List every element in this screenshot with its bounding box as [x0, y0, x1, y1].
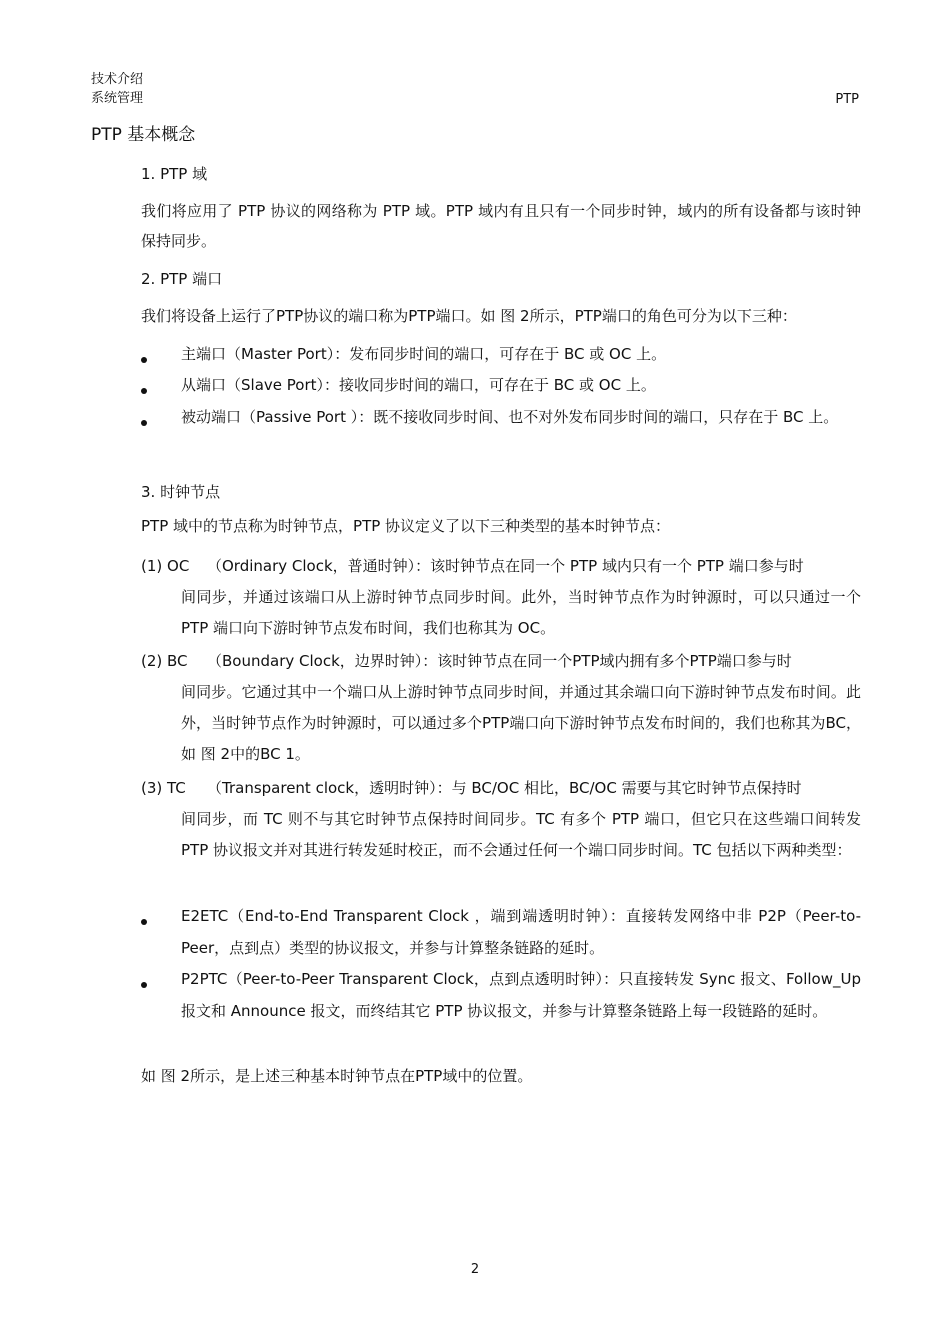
bullet-dot [141, 357, 147, 363]
item-continuation: 间同步。它通过其中一个端口从上游时钟节点同步时间，并通过其余端口向下游时钟节点发布时间。此外，当时钟节点作为时钟源时，可以通过多个PTP端口向下游时钟节点发布时间的，我们也称其为BC，如 图 2中的BC 1。 [181, 683, 861, 763]
section-3-heading: 3. 时钟节点 [141, 483, 221, 501]
list-item-text: E2ETC（End-to-End Transparent Clock ，端到端透明时钟）：直接转发网络中非 P2P（Peer-to-Peer，点到点）类型的协议报文，并参与计算整条链路的延时。 [181, 907, 861, 957]
item-first-line: （Transparent clock，透明时钟）：与 BC/OC 相比，BC/OC 需要与其它时钟节点保持时 [207, 779, 802, 797]
numbered-item-oc [141, 551, 861, 644]
header-category: 技术介绍 [91, 72, 144, 87]
item-first-line: （Ordinary Clock，普通时钟）：该时钟节点在同一个 PTP 域内只有一个 PTP 端口参与时 [207, 557, 804, 575]
header-right: PTP [835, 92, 859, 107]
page-title: PTP 基本概念 [91, 125, 196, 145]
item-label: (1) OC [141, 557, 190, 575]
header-subcategory: 系统管理 [91, 91, 144, 106]
list-item-text: 从端口（Slave Port）：接收同步时间的端口，可存在于 BC 或 OC 上。 [181, 376, 656, 394]
item-first-line: （Boundary Clock，边界时钟）：该时钟节点在同一个PTP域内拥有多个PTP端口参与时 [207, 652, 792, 670]
section-2-heading: 2. PTP 端口 [141, 270, 223, 288]
list-item-text: 主端口（Master Port）：发布同步时间的端口，可存在于 BC 或 OC 上。 [181, 345, 667, 363]
section-3-paragraph: PTP 域中的节点称为时钟节点，PTP 协议定义了以下三种类型的基本时钟节点： [141, 517, 671, 535]
bullet-dot [141, 919, 147, 925]
bullet-dot [141, 982, 147, 988]
item-continuation: 间同步，而 TC 则不与其它时钟节点保持时间同步。TC 有多个 PTP 端口，但它只在这些端口间转发 PTP 协议报文并对其进行转发延时校正，而不会通过任何一个端口同步时间。TC 包括以下两种类型： [181, 810, 861, 859]
page-number: 2 [470, 1262, 480, 1277]
numbered-item-bc [141, 646, 861, 770]
section-1-paragraph: 我们将应用了 PTP 协议的网络称为 PTP 域。PTP 域内有且只有一个同步时钟，域内的所有设备都与该时钟保持同步。 [141, 202, 861, 250]
closing-paragraph: 如 图 2所示，是上述三种基本时钟节点在PTP域中的位置。 [141, 1067, 533, 1085]
item-continuation: 间同步，并通过该端口从上游时钟节点同步时间。此外，当时钟节点作为时钟源时，可以只通过一个 PTP 端口向下游时钟节点发布时间，我们也称其为 OC。 [181, 588, 861, 637]
list-item-text: P2PTC（Peer-to-Peer Transparent Clock，点到点透明时钟）：只直接转发 Sync 报文、Follow_Up报文和 Announce 报文，而终结其它 PTP 协议报文，并参与计算整条链路上每一段链路的延时。 [181, 970, 861, 1020]
list-item-text: 被动端口（Passive Port ）：既不接收同步时间、也不对外发布同步时间的端口，只存在于 BC 上。 [181, 408, 839, 426]
numbered-item-tc [141, 773, 861, 866]
section-1-heading: 1. PTP 域 [141, 165, 208, 183]
item-label: (2) BC [141, 652, 188, 670]
header-left [91, 70, 143, 108]
bullet-dot [141, 420, 147, 426]
item-label: (3) TC [141, 779, 186, 797]
bullet-dot [141, 388, 147, 394]
section-2-paragraph: 我们将设备上运行了PTP协议的端口称为PTP端口。如 图 2所示，PTP端口的角色可分为以下三种： [141, 307, 797, 325]
